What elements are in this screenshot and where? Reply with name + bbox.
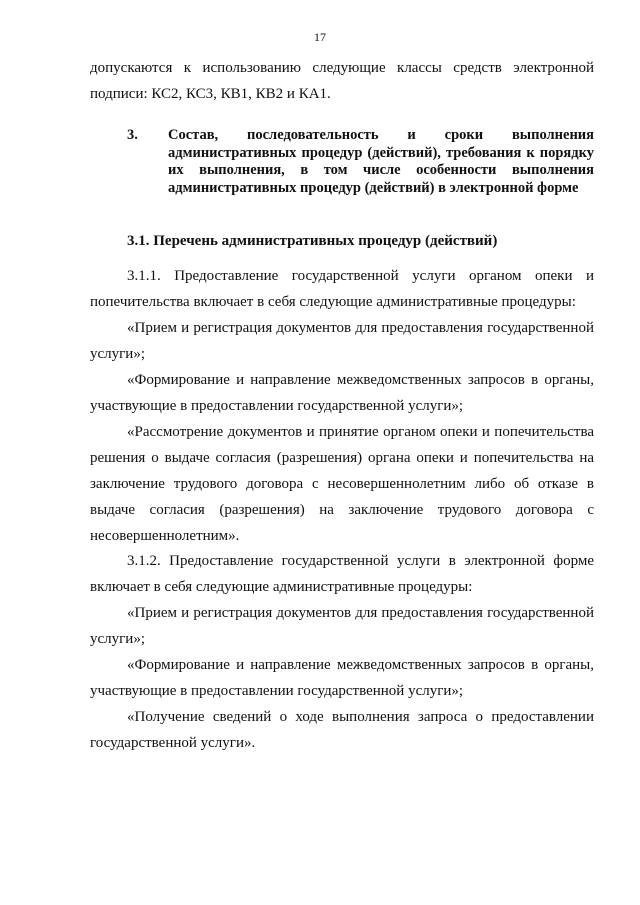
paragraph-3-1-2: 3.1.2. Предоставление государственной услуги в электронной форме включает в себя следующие административные процедуры: [90, 553, 594, 595]
subsection-title: 3.1. Перечень административных процедур (действий) [127, 233, 498, 249]
list-item: «Прием и регистрация документов для предоставления государственной услуги»; [90, 605, 594, 647]
paragraph-3-1-1: 3.1.1. Предоставление государственной услуги органом опеки и попечительства включает в себя следующие административные процедуры: [90, 268, 594, 310]
page-number: 17 [314, 30, 326, 44]
list-item: «Формирование и направление межведомственных запросов в органы, участвующие в предоставлении государственной услуги»; [90, 372, 594, 414]
intro-paragraph [90, 55, 594, 107]
intro-text: допускаются к использованию следующие классы средств электронной подписи: КС2, КС3, КВ1, КВ2 и КА1. [90, 60, 594, 102]
list-item: «Получение сведений о ходе выполнения запроса о предоставлении государственной услуги». [90, 709, 594, 751]
procedures-block-2 [90, 548, 594, 756]
section-number: 3. [127, 127, 138, 143]
procedures-block-1 [90, 263, 594, 549]
list-item: «Формирование и направление межведомственных запросов в органы, участвующие в предоставлении государственной услуги»; [90, 657, 594, 699]
list-item: «Рассмотрение документов и принятие органом опеки и попечительства решения о выдаче согласия (разрешения) органа опеки и попечительства на заключение трудового договора с несовершеннолетним либо об отказе в выдаче согласия (разрешения) на заключение трудового договора с несовершеннолетним». [90, 424, 594, 544]
list-item: «Прием и регистрация документов для предоставления государственной услуги»; [90, 320, 594, 362]
section-title: Состав, последовательность и сроки выполнения административных процедур (действий), требования к порядку их выполнения, в том числе особенности выполнения административных процедур (действий) в электронной форме [168, 127, 594, 196]
